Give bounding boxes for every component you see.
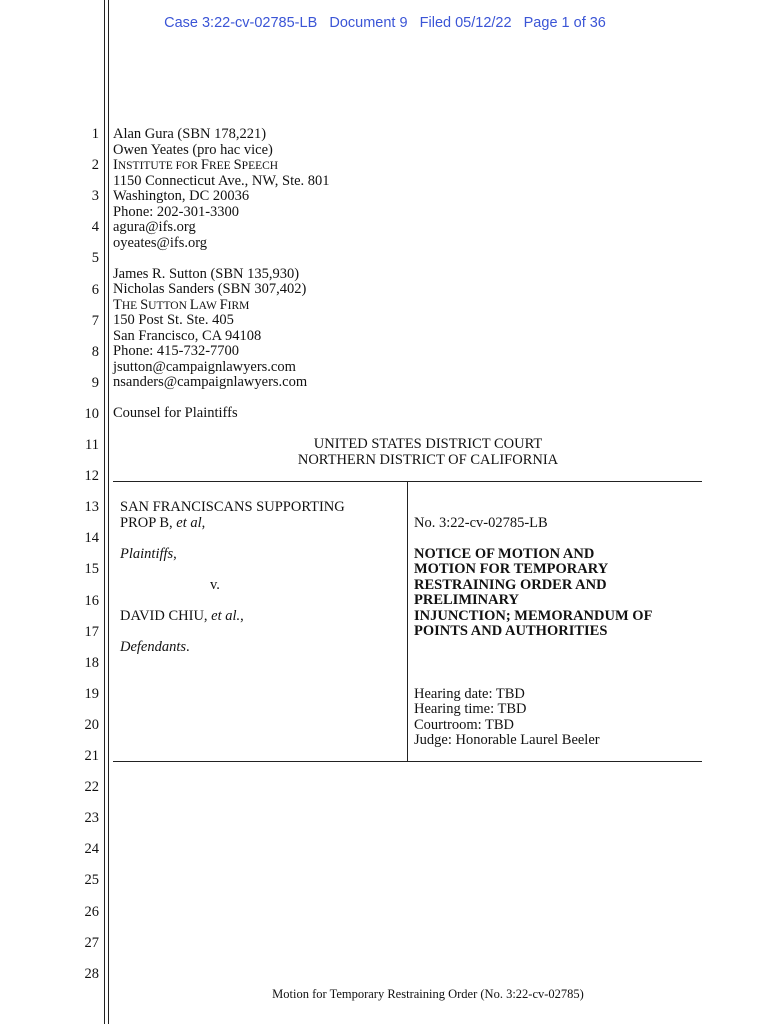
line-number: 4 xyxy=(91,219,99,236)
line-number: 1 xyxy=(91,126,99,142)
motion-title-line-1: NOTICE OF MOTION AND xyxy=(414,546,595,562)
line-number: 17 xyxy=(84,623,99,640)
judge: Judge: Honorable Laurel Beeler xyxy=(414,732,600,748)
line-number: 6 xyxy=(91,281,99,298)
counsel-1-attorney-2: Owen Yeates (pro hac vice) xyxy=(113,142,273,158)
line-number: 20 xyxy=(84,716,99,733)
line-number: 5 xyxy=(91,250,99,267)
counsel-2-email-2: nsanders@campaignlawyers.com xyxy=(113,374,308,390)
line-number: 19 xyxy=(84,685,99,702)
header-page: Page 1 of 36 xyxy=(523,15,606,31)
line-number: 16 xyxy=(84,592,99,609)
counsel-1-phone: Phone: 202-301-3300 xyxy=(113,204,240,220)
motion-title-line-6: POINTS AND AUTHORITIES xyxy=(414,623,608,639)
page-footer: Motion for Temporary Restraining Order (No. 3:22-cv-02785) xyxy=(272,987,584,1001)
counsel-2-attorney-1: James R. Sutton (SBN 135,930) xyxy=(113,266,300,282)
left-margin-rule-inner xyxy=(108,0,109,1024)
court-name-line-1: UNITED STATES DISTRICT COURT xyxy=(313,436,543,452)
case-header xyxy=(0,15,770,31)
line-number: 25 xyxy=(84,872,99,889)
line-number: 22 xyxy=(84,779,99,796)
line-number: 15 xyxy=(84,561,99,578)
line-number: 13 xyxy=(84,499,99,516)
header-document: Document 9 xyxy=(329,15,408,31)
line-number: 10 xyxy=(84,405,99,422)
counsel-2-email-1: jsutton@campaignlawyers.com xyxy=(113,359,296,375)
counsel-2-attorney-2: Nicholas Sanders (SBN 307,402) xyxy=(113,281,307,297)
plaintiffs-label: Plaintiffs, xyxy=(120,546,177,562)
counsel-2-address-1: 150 Post St. Ste. 405 xyxy=(113,312,234,328)
header-filed: Filed 05/12/22 xyxy=(419,15,512,31)
motion-title-line-5: INJUNCTION; MEMORANDUM OF xyxy=(414,608,653,624)
counsel-1-firm-name: INSTITUTE FOR FREE SPEECH xyxy=(113,157,279,173)
counsel-1-address-2: Washington, DC 20036 xyxy=(113,188,250,204)
versus: v. xyxy=(210,577,220,593)
plaintiff-name-line-2: PROP B, et al, xyxy=(120,515,206,531)
line-number: 8 xyxy=(91,343,99,360)
counsel-1-attorney-1: Alan Gura (SBN 178,221) xyxy=(113,126,267,142)
counsel-1-email-2: oyeates@ifs.org xyxy=(113,235,208,251)
line-number: 14 xyxy=(84,530,99,547)
plaintiff-name-line-1: SAN FRANCISCANS SUPPORTING xyxy=(120,499,345,515)
counsel-1-address-1: 1150 Connecticut Ave., NW, Ste. 801 xyxy=(113,173,330,189)
line-number: 28 xyxy=(84,965,99,982)
line-number: 26 xyxy=(84,903,99,920)
line-number: 27 xyxy=(84,934,99,951)
hearing-time: Hearing time: TBD xyxy=(414,701,527,717)
line-number: 2 xyxy=(91,157,99,174)
motion-title-line-4: PRELIMINARY xyxy=(414,592,520,608)
counsel-2-address-2: San Francisco, CA 94108 xyxy=(113,328,262,344)
motion-title-line-3: RESTRAINING ORDER AND xyxy=(414,577,607,593)
counsel-for-plaintiffs: Counsel for Plaintiffs xyxy=(113,405,238,421)
header-case-number: Case 3:22-cv-02785-LB xyxy=(164,15,318,31)
left-margin-rule-outer xyxy=(104,0,105,1024)
line-number: 18 xyxy=(84,654,99,671)
counsel-1-email-1: agura@ifs.org xyxy=(113,219,196,235)
caption-divider xyxy=(407,481,408,762)
line-number: 3 xyxy=(91,188,99,205)
hearing-date: Hearing date: TBD xyxy=(414,686,525,702)
case-number: No. 3:22-cv-02785-LB xyxy=(414,515,548,531)
line-number: 23 xyxy=(84,810,99,827)
line-number: 12 xyxy=(84,468,99,485)
counsel-2-phone: Phone: 415-732-7700 xyxy=(113,343,240,359)
courtroom: Courtroom: TBD xyxy=(414,717,515,733)
line-number: 11 xyxy=(85,437,99,453)
line-number: 24 xyxy=(84,841,99,858)
line-number: 9 xyxy=(91,374,99,391)
court-name-line-2: NORTHERN DISTRICT OF CALIFORNIA xyxy=(297,452,559,468)
line-number: 21 xyxy=(84,748,99,764)
motion-title-line-2: MOTION FOR TEMPORARY xyxy=(414,561,609,577)
defendants-label: Defendants. xyxy=(120,639,190,655)
line-number: 7 xyxy=(91,312,99,329)
counsel-2-firm-name: THE SUTTON LAW FIRM xyxy=(113,297,250,313)
defendant-name: DAVID CHIU, et al., xyxy=(120,608,244,624)
